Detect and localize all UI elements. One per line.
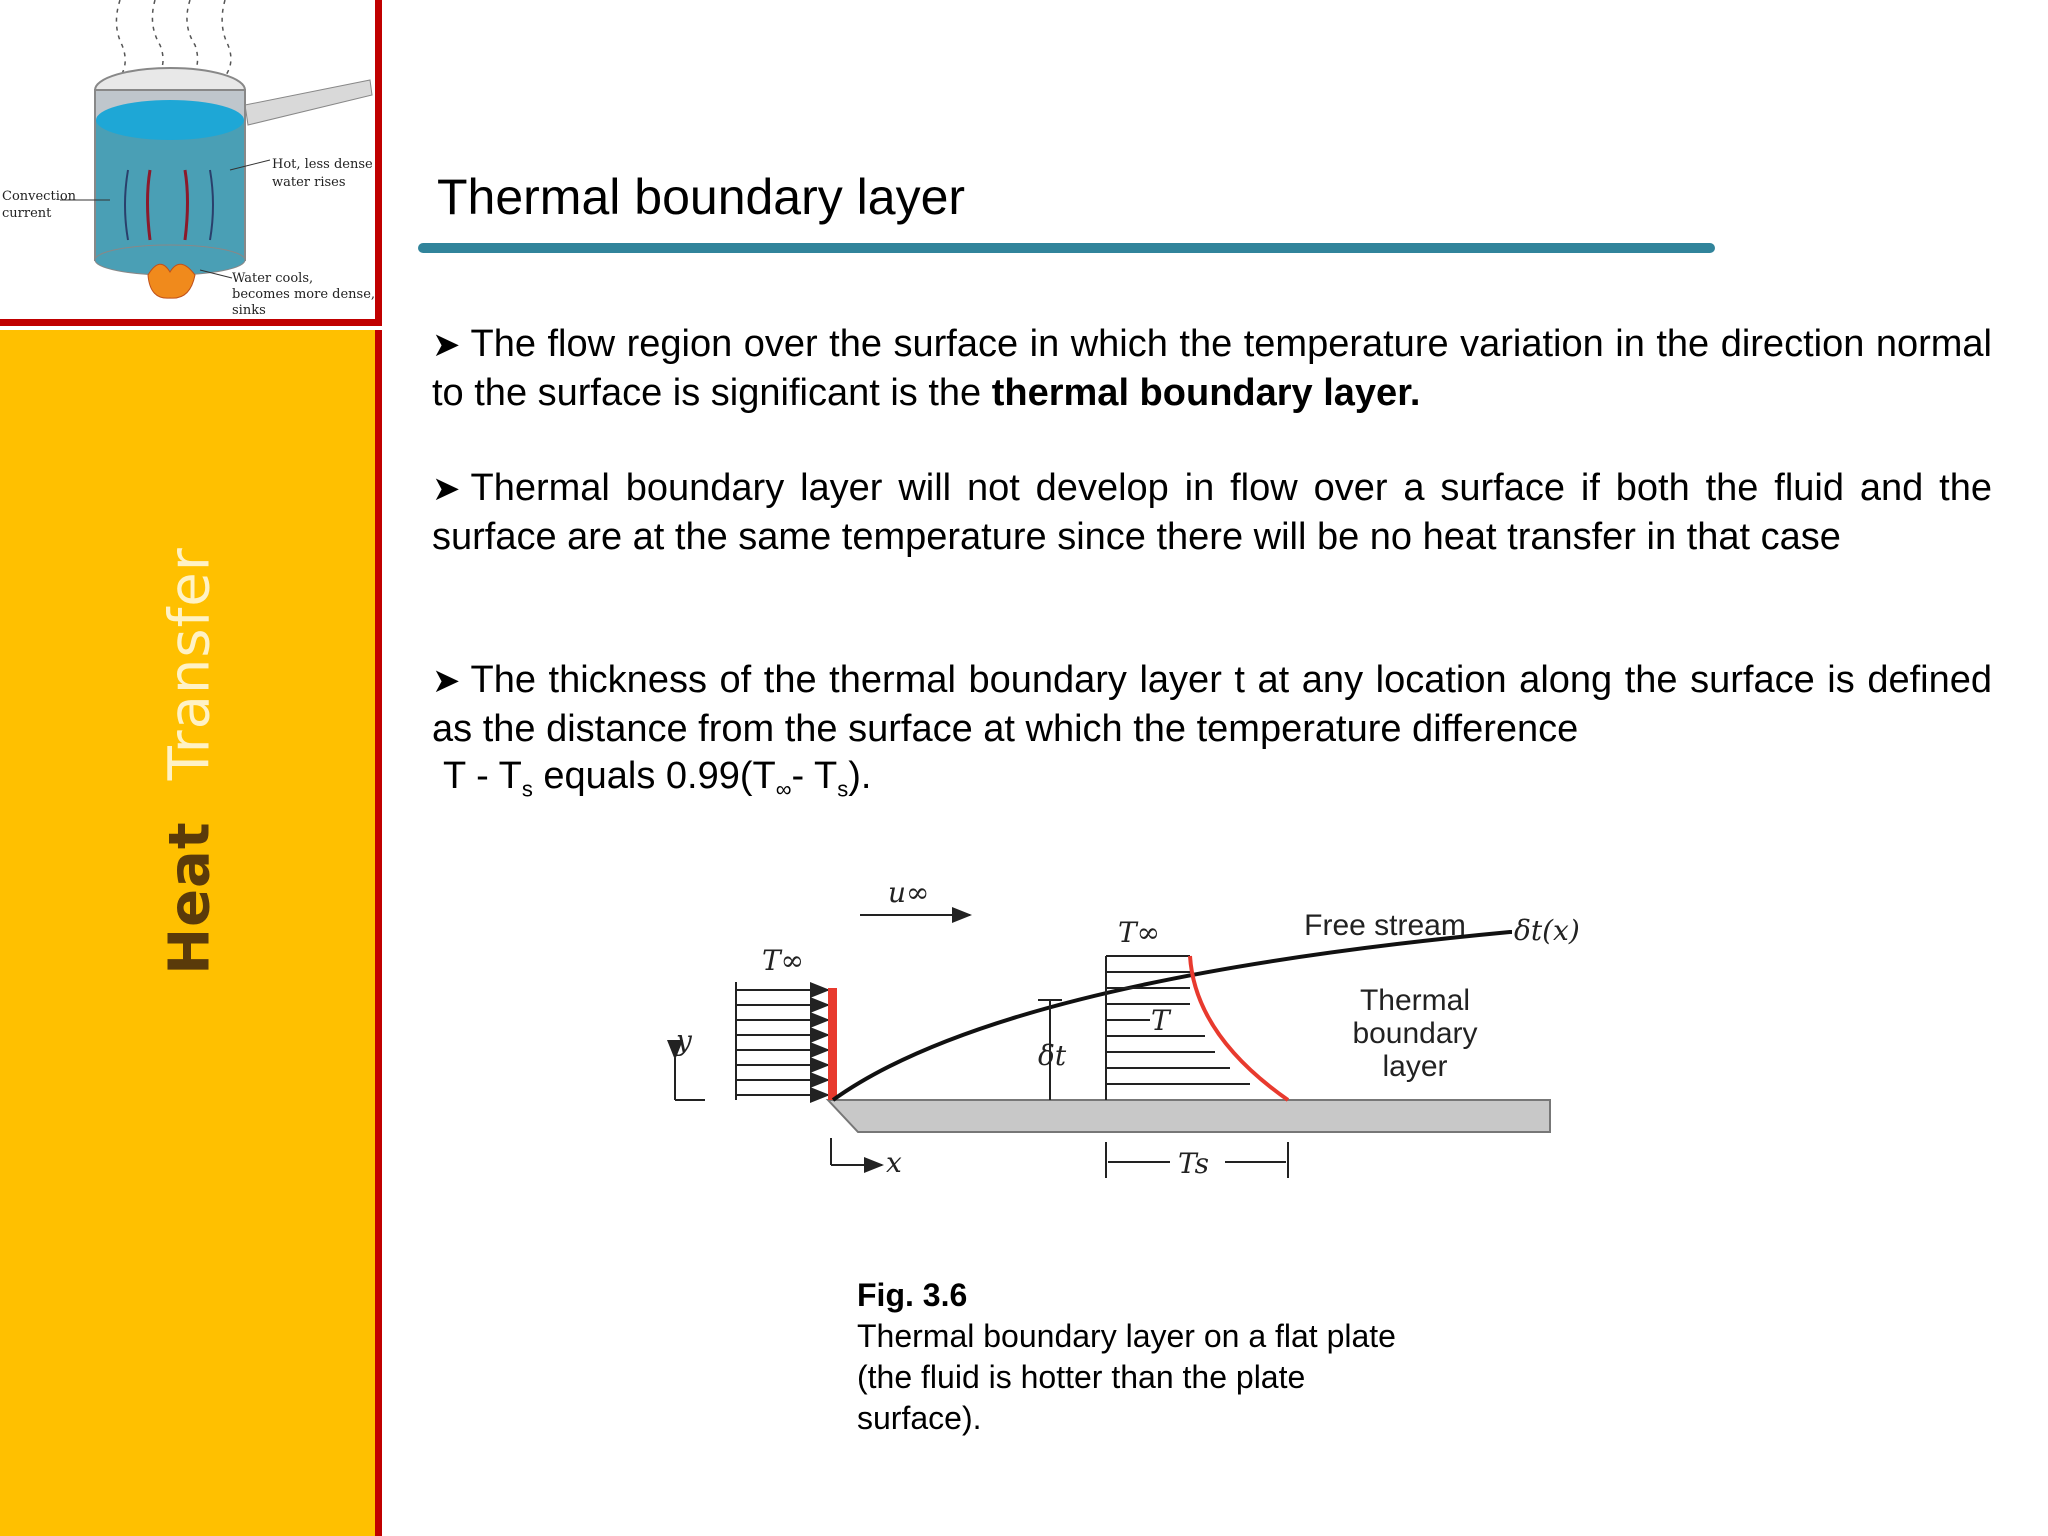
bullet-1-bold: thermal boundary layer. <box>991 372 1421 414</box>
label-u-inf: u∞ <box>888 876 930 909</box>
label-hot-2: water rises <box>272 175 346 190</box>
caption-line-2: (the fluid is hotter than the plate <box>857 1359 1306 1395</box>
caption-title: Fig. 3.6 <box>857 1277 968 1313</box>
formula-sub2: ∞ <box>775 776 792 802</box>
label-delta-t-x: δt(x) <box>1514 914 1580 947</box>
label-convection-1: Convection <box>2 189 77 204</box>
formula-part2: equals 0.99(T <box>532 755 776 797</box>
label-t-inf-right: T∞ <box>1118 916 1160 949</box>
label-convection-2: current <box>2 206 52 221</box>
boundary-layer-diagram <box>650 860 1610 1200</box>
formula-sub1: s <box>521 776 533 802</box>
figure-caption <box>857 1275 1396 1439</box>
label-cool-1: Water cools, <box>232 271 314 286</box>
bullet-2 <box>432 464 1992 561</box>
convection-pot-illustration <box>0 0 382 326</box>
label-delta-t: δt <box>1038 1039 1067 1072</box>
bullet-1-text: The flow region over the surface in which the temperature variation in the direction normal to the surface is significant is the <box>432 323 1992 414</box>
bullet-2-text: Thermal boundary layer will not develop in flow over a surface if both the fluid and the surface are at the same temperature since there will be no heat transfer in that case <box>432 467 1992 558</box>
thermal-boundary-layer-figure <box>650 860 1610 1200</box>
sidebar-title-word2: Transfer <box>157 547 223 781</box>
page-title: Thermal boundary layer <box>437 169 966 225</box>
pot-image <box>0 0 375 319</box>
bullet-3-text: The thickness of the thermal boundary layer t at any location along the surface is defined as the distance from the surface at which the temperature difference <box>432 659 1992 750</box>
title-underline <box>418 243 1715 253</box>
label-hot-1: Hot, less dense <box>272 157 373 172</box>
label-tbl-2: boundary <box>1352 1017 1478 1050</box>
label-t-s: Ts <box>1178 1147 1210 1180</box>
temperature-formula <box>443 752 871 814</box>
sidebar-vertical-title <box>158 547 223 975</box>
formula-part4: ). <box>848 755 872 797</box>
bullet-3 <box>432 656 1992 753</box>
label-x: x <box>886 1146 902 1179</box>
label-free-stream: Free stream <box>1304 909 1466 942</box>
label-t: T <box>1151 1004 1170 1037</box>
bullet-1 <box>432 320 1992 417</box>
bullet-arrow-icon: ➤ <box>432 662 461 700</box>
bullet-arrow-icon: ➤ <box>432 326 461 364</box>
label-t-inf-left: T∞ <box>762 944 804 977</box>
caption-line-3: surface). <box>857 1400 982 1436</box>
label-cool-2: becomes more dense, <box>232 287 375 302</box>
label-y: y <box>676 1024 692 1057</box>
formula-part1: T - T <box>443 755 522 797</box>
label-tbl-1: Thermal <box>1359 984 1471 1017</box>
caption-line-1: Thermal boundary layer on a flat plate <box>857 1318 1396 1354</box>
label-cool-3: sinks <box>232 303 266 318</box>
formula-part3: - T <box>791 755 838 797</box>
sidebar-title-word1: Heat <box>157 821 223 975</box>
bullet-arrow-icon: ➤ <box>432 470 461 508</box>
label-tbl-3: layer <box>1382 1050 1448 1083</box>
formula-sub3: s <box>837 776 849 802</box>
